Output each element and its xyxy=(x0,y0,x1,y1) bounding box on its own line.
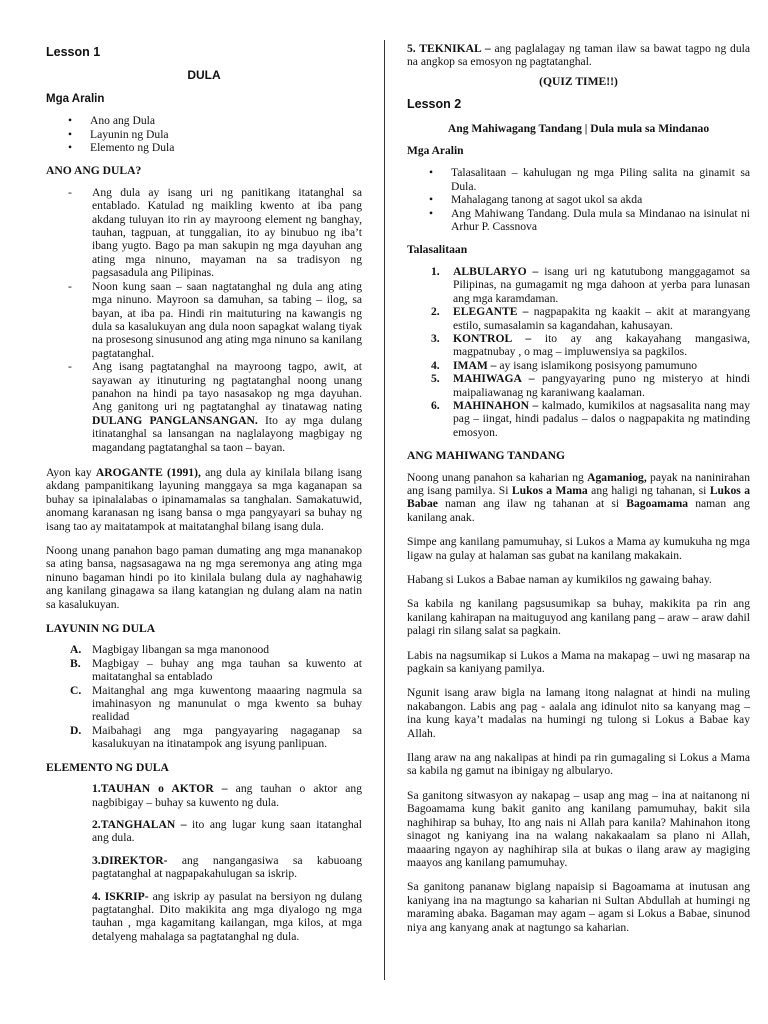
list-item: • Ang Mahiwang Tandang. Dula mula sa Mindanao na isinulat ni Arhur P. Cassnova xyxy=(451,207,750,234)
list-item: 5. MAHIWAGA – pangyayaring puno ng misteryo at hindi maipaliawanag ng karaniwang kaalaman. xyxy=(431,372,750,399)
story-paragraph: Ngunit isang araw bigla na lamang itong nalagnat at hindi na muling nakabangon. Labis ang pag - aalala ang idinulot nito sa kanyang mag – ina kung kaya’t madalas na humingi ng tulong si Lokus a Babae kay Allah. xyxy=(407,686,750,740)
list-item: C. Maitanghal ang mga kuwentong maaaring nagmula sa imahinasyon ng manunulat o mga kwento sa buhay realidad xyxy=(70,683,362,724)
story-paragraph: Ilang araw na ang nakalipas at hindi pa rin gumagaling si Lokus a Mama sa kabila ng gamut na ibinigay ng albularyo. xyxy=(407,751,750,778)
list-item: 3.DIREKTOR- ang nangangasiwa sa kabuoang pagtatanghal at nagpapakahulugan sa iskrip. xyxy=(92,853,362,881)
ano-ang-dula-list xyxy=(46,186,362,454)
layunin-list xyxy=(46,643,362,750)
noong-unang-panahon-paragraph: Noong unang panahon bago paman dumating ang mga mananakop sa ating bansa, nagsasagawa na ng mga seremonya ang ating mga ninuno bagaman hindi po ito kinilala bulang dula ay naghahawig ang kanilang ginagawa sa ilang katangian ng dulang alam na natin sa kasalukuyan. xyxy=(46,544,362,611)
list-item: • Mahalagang tanong at sagot ukol sa akda xyxy=(451,193,750,206)
lesson-2-subtitle: Ang Mahiwagang Tandang | Dula mula sa Mindanao xyxy=(447,121,710,135)
list-item: D. Maibahagi ang mga pangyayaring nagaganap sa kasalukuyan na itinatampok ang isyung panlipuan. xyxy=(70,723,362,751)
mga-aralin-heading: Mga Aralin xyxy=(46,92,105,105)
story-paragraph: Sa ganitong pananaw biglang napaisip si Bagoamama at inutusan ang kaniyang ina na magtungo sa kaharian ni Sultan Abdullah at humingi ng maraming abaka. Bagaman may agam – agam si Lokus a Babae, sinunod niya ang kanyang anak at nagtungo sa kaharian. xyxy=(407,880,750,934)
elemento-list xyxy=(46,782,362,943)
lesson-2-title: Lesson 2 xyxy=(407,97,462,112)
aralin-list xyxy=(46,114,362,154)
list-item: • Elemento ng Dula xyxy=(90,141,362,154)
mga-aralin-heading-2: Mga Aralin xyxy=(407,145,464,158)
list-item: 2. ELEGANTE – nagpapakita ng kaakit – akit at marangyang estilo, sumasalamin sa kagandahan, kahusayan. xyxy=(431,305,751,332)
right-column xyxy=(407,42,750,945)
quiz-time: (QUIZ TIME!!) xyxy=(539,74,618,88)
story-paragraph: Sa ganitong sitwasyon ay nakapag – usap ang mag – ina at naitanong ni Bagoamama kung bakit ganito ang kanilang pamumuhay, bakit sila naghihirap sa buhay, Ito ang nais ni Allah para kanila? Mahinahon itong sinagot ng kaniyang ina na walang nakakaalam sa plano ni Allah, maaaring ngayon ay naghihirap sila at bukas o ilang araw ay magiging maayos ang kanilang pamumuhay. xyxy=(407,788,750,869)
dula-title: DULA xyxy=(187,68,221,83)
story-paragraph: Sa kabila ng kanilang pagsusumikap sa buhay, makikita pa rin ang kanilang kahirapan na maituguyod ang kanilang pang – araw – araw dahil palagi rin silang salat sa pagkain. xyxy=(407,597,750,638)
list-item: - Ang isang pagtatanghal na mayroong tagpo, awit, at sayawan ay itinuturing ng pagtatanghal noong unang panahon na hindi pa tayo nasasakop ng mga dayuhan. Ang ganitong uri ng pagtatanghal ay tinatawag nating DULANG PANGLANSANGAN. Ito ay mga dulang itinatanghal sa lansangan na naglalayong magbigay ng magandang pagtatanghal sa taon – bayan. xyxy=(92,360,362,454)
list-item: B. Magbigay – buhay ang mga tauhan sa kuwento at maitatanghal sa entablado xyxy=(70,656,362,684)
story-heading: ANG MAHIWANG TANDANG xyxy=(407,449,566,463)
talasalitaan-heading: Talasalitaan xyxy=(407,243,468,257)
list-item: 4. ISKRIP- ang iskrip ay pasulat na bersiyon ng dulang pagtatanghal. Dito makikita ang mga diyalogo ng mga tauhan , mga kagamitang kailangan, mga kilos, at mga detalyeng mahalaga sa pagtatanghal ng dula. xyxy=(92,889,362,943)
list-item: • Layunin ng Dula xyxy=(90,128,362,141)
list-item: • Talasalitaan – kahulugan ng mga Piling salita na ginamit sa Dula. xyxy=(451,166,750,193)
story-paragraph: Simpe ang kanilang pamumuhay, si Lukos a Mama ay kumukuha ng mga ligaw na gulay at halaman sas gubat na kanilang makakain. xyxy=(407,535,750,562)
list-item: 2.TANGHALAN – ito ang lugar kung saan itatanghal ang dula. xyxy=(92,817,362,845)
talasalitaan-list xyxy=(407,265,750,439)
list-item: - Ang dula ay isang uri ng panitikang itatanghal sa entablado. Katulad ng maikling kwento at iba pang akdang tuluyan ito rin ay mayroong element ng banghay, tauhan, tagpuan, at tunggalian, ito ay binubuo ng iba’t ibang yugto. Bago pa man sakupin ng mga dayuhan ang ating mga ninuno, mayaman na sa tradisyon ng pagsasadula ang Pilipinas. xyxy=(92,186,362,280)
lesson-1-title: Lesson 1 xyxy=(46,45,101,59)
story-paragraph: Habang si Lukos a Babae naman ay kumikilos ng gawaing bahay. xyxy=(407,573,712,586)
list-item: 3. KONTROL – ito ay ang kakayahang mangasiwa, magpatnubay , o mag – impluwensiya sa pagkilos. xyxy=(431,331,750,359)
teknikal-item: 5. TEKNIKAL – ang paglalagay ng taman ilaw sa bawat tagpo ng dula na angkop sa emosyon ng pagtatanghal. xyxy=(407,42,750,69)
ano-ang-dula-heading: ANO ANG DULA? xyxy=(46,164,142,178)
list-item: - Noon kung saan – saan nagtatanghal ng dula ang ating mga ninuno. Mayroon sa damuhan, sa tabing – ilog, sa bayan, at iba pa. Hindi rin maituturing na kawangis ng dula sa kasalukuyan ang dula noon sapagkat walang tiyak na prosesong sinusunod ang ating mga ninuno sa kanilang pagtatanghal. xyxy=(92,280,362,360)
list-item: 6. MAHINAHON – kalmado, kumikilos at nagsasalita nang may pag – iingat, hindi padalus – dalos o nagpapakita ng matinding emosyon. xyxy=(431,398,750,439)
left-column xyxy=(46,42,362,952)
story-paragraph: Noong unang panahon sa kaharian ng Agamaniog, payak na naninirahan ang isang pamilya. Si Lukos a Mama ang haligi ng tahanan, si Lukos a Babae naman ang ilaw ng tahanan at si Bagoamama naman ang kanilang anak. xyxy=(407,470,750,524)
list-item: 4. IMAM – ay isang islamikong posisyong pamumuno xyxy=(431,358,698,372)
list-item: A. Magbigay libangan sa mga manonood xyxy=(70,643,270,657)
aralin-list-2 xyxy=(407,166,750,233)
list-item: 1. ALBULARYO – isang uri ng katutubong manggagamot sa Pilipinas, na gumagamit ng mga dahoon at yerba para lunasan ang mga karamdaman. xyxy=(431,264,750,305)
list-item: • Ano ang Dula xyxy=(90,114,362,127)
list-item: 1.TAUHAN o AKTOR – ang tauhan o aktor ang nagbibigay – buhay sa kuwento ng dula. xyxy=(92,782,363,809)
story-paragraph: Labis na nagsumikap si Lukos a Mama na makapag – uwi ng masarap na pagkain sa kaniyang pamilya. xyxy=(407,648,750,676)
arogante-paragraph: Ayon kay AROGANTE (1991), ang dula ay kinilala bilang isang akdang pampanitikang layuning manggaya sa mga kaganapan sa buhay sa ipinalalabas o ipinamamalas sa tanghalan. Samakatuwid, anomang karanasan ng isang bansa o mga pangyayari sa buhay ng isang tao ay maitatampok at maitatanghal bilang isang dula. xyxy=(46,465,362,533)
elemento-heading: ELEMENTO NG DULA xyxy=(46,760,169,774)
column-divider xyxy=(384,40,385,980)
layunin-heading: LAYUNIN NG DULA xyxy=(46,622,156,636)
